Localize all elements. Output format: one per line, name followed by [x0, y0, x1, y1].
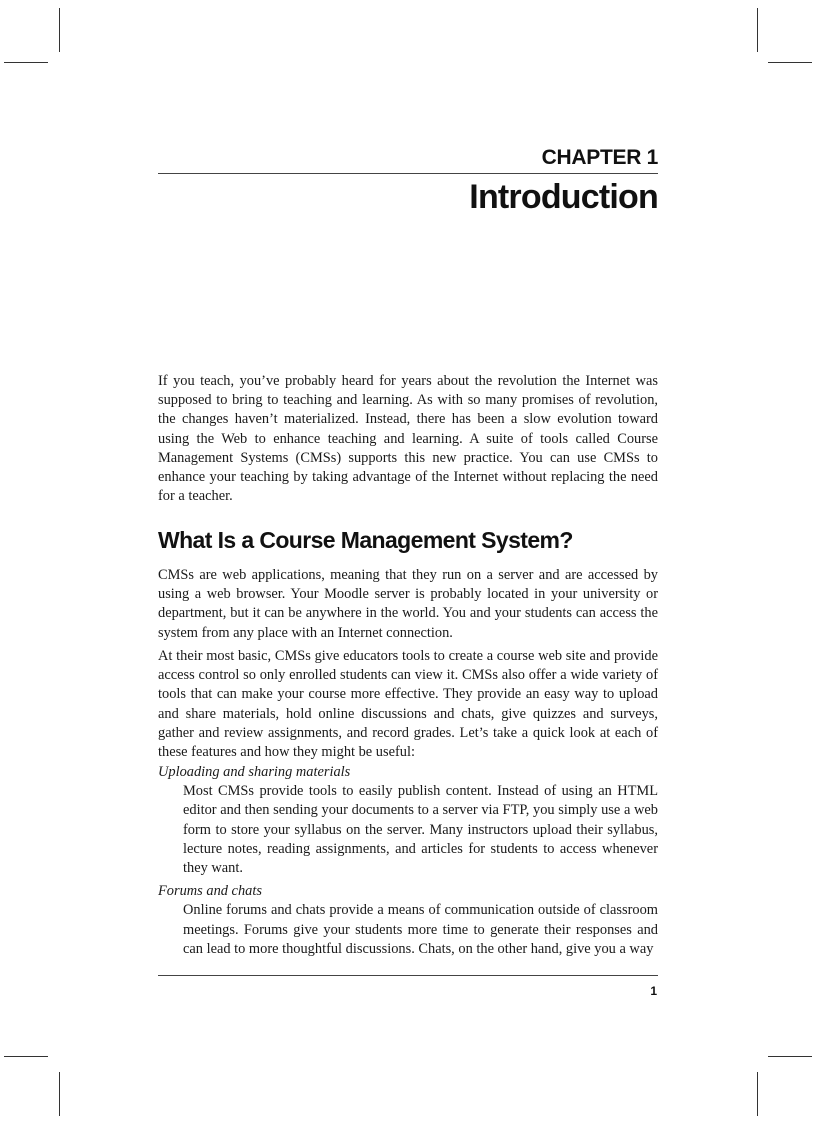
- section-heading: What Is a Course Management System?: [158, 527, 573, 553]
- body-paragraph: CMSs are web applications, meaning that they run on a server and are accessed by using a web browser. Your Moodle server is probably located in your university or department, but it can be anywhere in the world. You and your students can access the system from any place with an Internet connection.: [158, 567, 658, 641]
- chapter-label: CHAPTER 1: [541, 146, 658, 169]
- chapter-divider: [158, 173, 658, 174]
- body-paragraph: At their most basic, CMSs give educators tools to create a course web site and provide access control so only enrolled students can view it. CMSs also offer a wide variety of tools that can make your course more effective. They provide an easy way to upload and share materials, hold online discussions and chats, give quizzes and surveys, gather and review assignments, and record grades. Let’s take a quick look at each of these features and how they might be useful:: [158, 648, 658, 761]
- intro-paragraph: If you teach, you’ve probably heard for years about the revolution the Internet was supposed to bring to teaching and learning. As with so many promises of revolution, the changes haven’t materialized. Instead, there has been a slow evolution toward using the Web to enhance teaching and learning. A suite of tools called Course Management Systems (CMSs) supports this new practice. You can use CMSs to enhance your teaching by taking advantage of the Internet without replacing the need for a teacher.: [158, 373, 658, 505]
- crop-mark: [757, 8, 758, 52]
- crop-mark: [757, 1072, 758, 1116]
- crop-mark: [4, 62, 48, 63]
- crop-mark: [4, 1056, 48, 1057]
- feature-description: Online forums and chats provide a means of communication outside of classroom meetings. Forums give your students more time to generate their responses and can lead to more thoughtful discussions. Chats, on the other hand, give you a way: [183, 902, 658, 957]
- feature-description: Most CMSs provide tools to easily publish content. Instead of using an HTML editor and then sending your documents to a server via FTP, you simply use a web form to store your syllabus on the server. Many instructors upload their syllabus, lecture notes, reading assignments, and articles for students to access whenever they want.: [183, 783, 658, 877]
- feature-term: Uploading and sharing materials: [158, 764, 351, 780]
- crop-mark: [59, 8, 60, 52]
- crop-mark: [59, 1072, 60, 1116]
- feature-list: [158, 763, 658, 963]
- crop-mark: [768, 62, 812, 63]
- footer-divider: [158, 975, 658, 976]
- page-number: 1: [650, 984, 657, 998]
- feature-term: Forums and chats: [158, 883, 262, 900]
- chapter-title: Introduction: [469, 178, 658, 216]
- crop-mark: [768, 1056, 812, 1057]
